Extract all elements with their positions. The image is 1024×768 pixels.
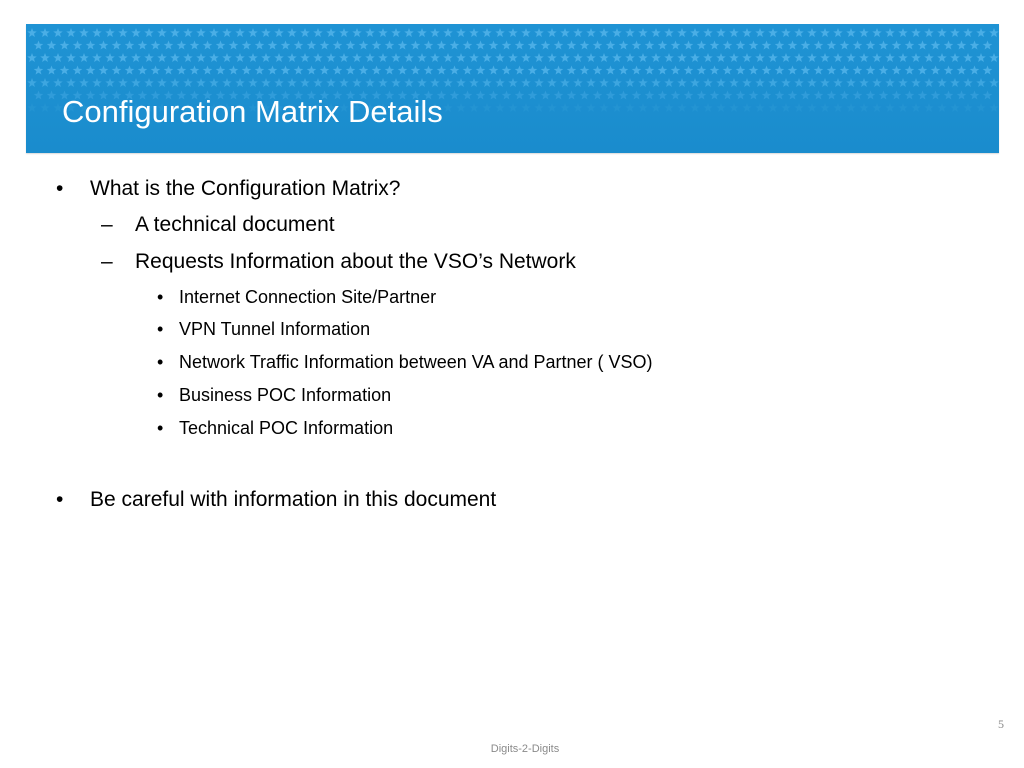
bullet-level3-item: VPN Tunnel Information <box>179 319 371 339</box>
bullet-icon: • <box>157 385 164 405</box>
slide-title: Configuration Matrix Details <box>62 94 443 129</box>
bullet-level2-item: Requests Information about the VSO’s Network <box>135 250 576 273</box>
bullet-icon: • <box>56 488 64 511</box>
bullet-level1-item: Be careful with information in this document <box>90 488 497 511</box>
bullet-level2-item: A technical document <box>135 213 335 236</box>
bullet-icon: • <box>157 418 164 438</box>
bullet-icon: • <box>157 352 164 372</box>
bullet-level1-item: What is the Configuration Matrix? <box>90 177 401 200</box>
dash-icon: – <box>101 250 113 273</box>
bullet-icon: • <box>157 319 164 339</box>
bullet-level3-item: Technical POC Information <box>179 418 394 438</box>
bullet-level3-item: Internet Connection Site/Partner <box>179 287 437 307</box>
slide-footer: Digits-2-Digits <box>490 743 560 755</box>
bullet-level3-item: Business POC Information <box>179 385 392 405</box>
bullet-level3-item: Network Traffic Information between VA and Partner ( VSO) <box>179 352 653 372</box>
dash-icon: – <box>101 213 113 236</box>
bullet-icon: • <box>157 287 164 307</box>
slide-number: 5 <box>998 717 1004 731</box>
bullet-icon: • <box>56 177 64 200</box>
